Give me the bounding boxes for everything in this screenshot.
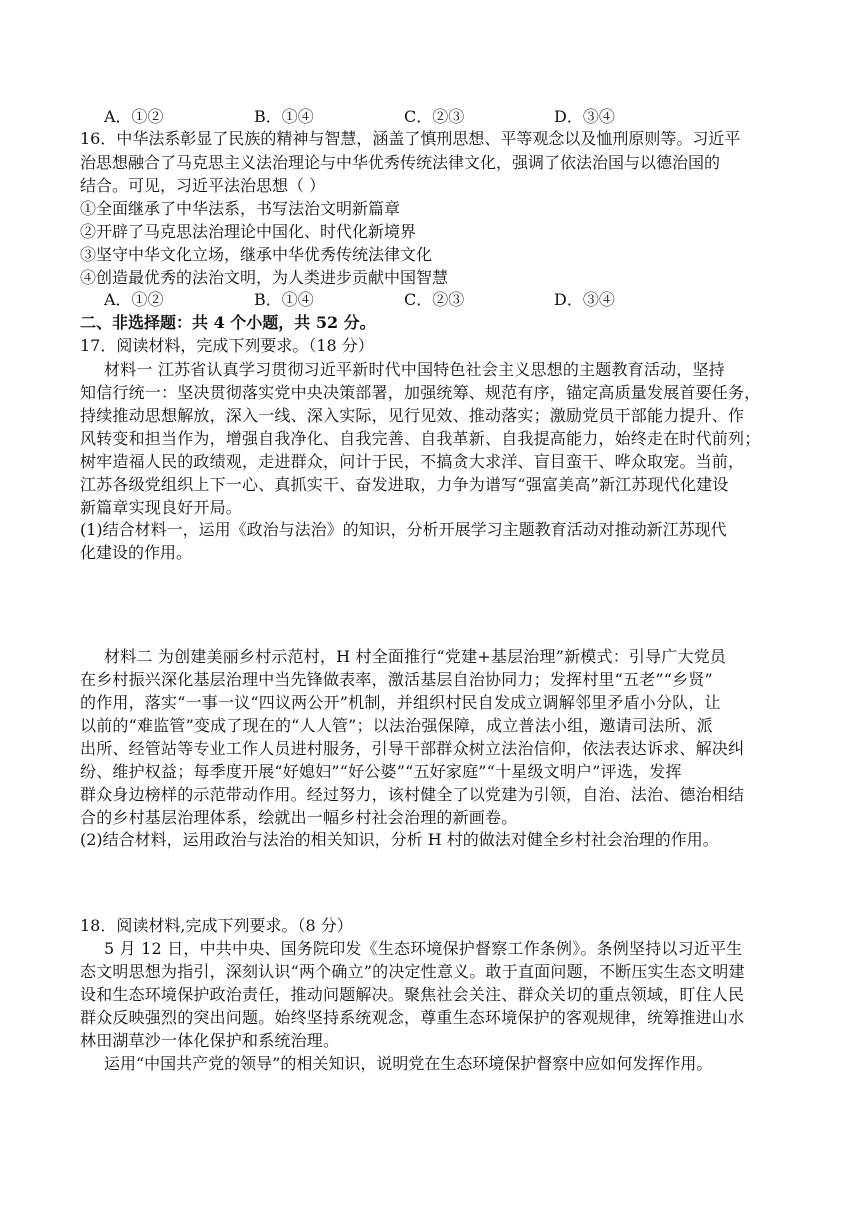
q17-material2-line: 的作用，落实“一事一议“四议两公开”机制，并组织村民自发成立调解邻里矛盾小分队，让	[80, 693, 721, 712]
q17-material2-line: 材料二 为创建美丽乡村示范村，H 村全面推行“党建+基层治理”新模式：引导广大党员	[104, 647, 727, 666]
q16-item-4: ④创造最优秀的法治文明，为人类进步贡献中国智慧	[80, 268, 449, 287]
q16-option-b[interactable]: B．①④	[254, 290, 314, 309]
q18-question: 运用“中国共产党的领导”的相关知识，说明党在生态环境保护督察中应如何发挥作用。	[104, 1054, 713, 1073]
q18-material-line: 设和生态环境保护政治责任，推动问题解决。聚焦社会关注、群众关切的重点领域，盯住人民	[80, 985, 745, 1004]
q16-item-1: ①全面继承了中华法系，书写法治文明新篇章	[80, 199, 401, 218]
q17-sub1-line: 化建设的作用。	[80, 543, 193, 562]
q18-material-line: 林田湖草沙一体化保护和系统治理。	[80, 1031, 340, 1050]
q17-material1-line: 持续推动思想解放，深入一线、深入实际，见行见效、推动落实；激励党员干部能力提升、作	[80, 406, 745, 425]
q18-material-line: 群众反映强烈的突出问题。始终坚持系统观念，尊重生态环境保护的客观规律，统筹推进山水	[80, 1008, 745, 1027]
q17-sub1-line: (1)结合材料一，运用《政治与法治》的知识，分析开展学习主题教育活动对推动新江苏现代	[80, 520, 727, 539]
q16-stem-line: 结合。可见，习近平法治思想（ ）	[80, 176, 326, 195]
q17-material1-line: 知信行统一：坚决贯彻落实党中央决策部署，加强统筹、规范有序，锚定高质量发展首要任务，	[80, 383, 761, 402]
q16-option-c[interactable]: C．②③	[404, 290, 465, 309]
q17-material1-line: 新篇章实现良好开局。	[80, 498, 243, 517]
q17-material2-line: 在乡村振兴深化基层治理中当先锋做表率，激活基层自治协同力；发挥村里“五老”“乡贤”	[80, 670, 713, 689]
section-2-title: 二、非选择题：共 4 个小题，共 52 分。	[80, 313, 376, 332]
q18-title: 18．阅读材料,完成下列要求。（8 分）	[80, 916, 353, 935]
q16-option-d[interactable]: D．③④	[554, 290, 615, 309]
q16-item-2: ②开辟了马克思法治理论中国化、时代化新境界	[80, 222, 417, 241]
q17-sub2: (2)结合材料，运用政治与法治的相关知识，分析 H 村的做法对健全乡村社会治理的作用。	[80, 830, 719, 849]
q17-material2-line: 群众身边榜样的示范带动作用。经过努力，该村健全了以党建为引领，自治、法治、德治相结	[80, 785, 745, 804]
q16-option-a[interactable]: A．①②	[104, 290, 164, 309]
q17-material2-line: 以前的“难监管”变成了现在的“人人管”；以法治强保障，成立普法小组，邀请司法所、派	[80, 716, 713, 735]
q17-material1-line: 材料一 江苏省认真学习贯彻习近平新时代中国特色社会主义思想的主题教育活动，坚持	[104, 360, 725, 379]
q15-option-c[interactable]: C．②③	[404, 107, 465, 126]
q16-stem-line: 16．中华法系彰显了民族的精神与智慧，涵盖了慎刑思想、平等观念以及恤刑原则等。习近平	[80, 129, 741, 148]
q15-option-a[interactable]: A．①②	[104, 107, 164, 126]
q16-item-3: ③坚守中华文化立场，继承中华优秀传统法律文化	[80, 245, 433, 264]
q17-material1-line: 江苏各级党组织上下一心、真抓实干、奋发进取，力争为谱写“强富美高”新江苏现代化建设	[80, 475, 729, 494]
q18-material-line: 态文明思想为指引，深刻认识“两个确立”的决定性意义。敢于直面问题，不断压实生态文明建	[80, 962, 745, 981]
q17-material2-line: 纷、维护权益；每季度开展“好媳妇”“好公婆”“五好家庭”“十星级文明户”评选，发挥	[80, 762, 682, 781]
q15-option-d[interactable]: D．③④	[554, 107, 615, 126]
q17-title: 17．阅读材料，完成下列要求。（18 分）	[80, 336, 374, 355]
q18-material-line: 5 月 12 日，中共中央、国务院印发《生态环境保护督察工作条例》。条例坚持以习近平生	[104, 939, 743, 958]
q16-stem-line: 治思想融合了马克思主义法治理论与中华优秀传统法律文化，强调了依法治国与以德治国的	[80, 153, 721, 172]
q15-option-b[interactable]: B．①④	[254, 107, 314, 126]
q17-material2-line: 合的乡村基层治理体系，绘就出一幅乡村社会治理的新画卷。	[80, 808, 518, 827]
q17-material1-line: 树牢造福人民的政绩观，走进群众，问计于民，不搞贪大求洋、盲目蛮干、哗众取宠。当前，	[80, 452, 745, 471]
q16-options	[104, 289, 804, 311]
q17-material1-line: 风转变和担当作为，增强自我净化、自我完善、自我革新、自我提高能力，始终走在时代前列；	[80, 429, 761, 448]
q15-options	[104, 106, 804, 128]
q17-material2-line: 出所、经管站等专业工作人员进村服务，引导干部群众树立法治信仰，依法表达诉求、解决纠	[80, 739, 745, 758]
